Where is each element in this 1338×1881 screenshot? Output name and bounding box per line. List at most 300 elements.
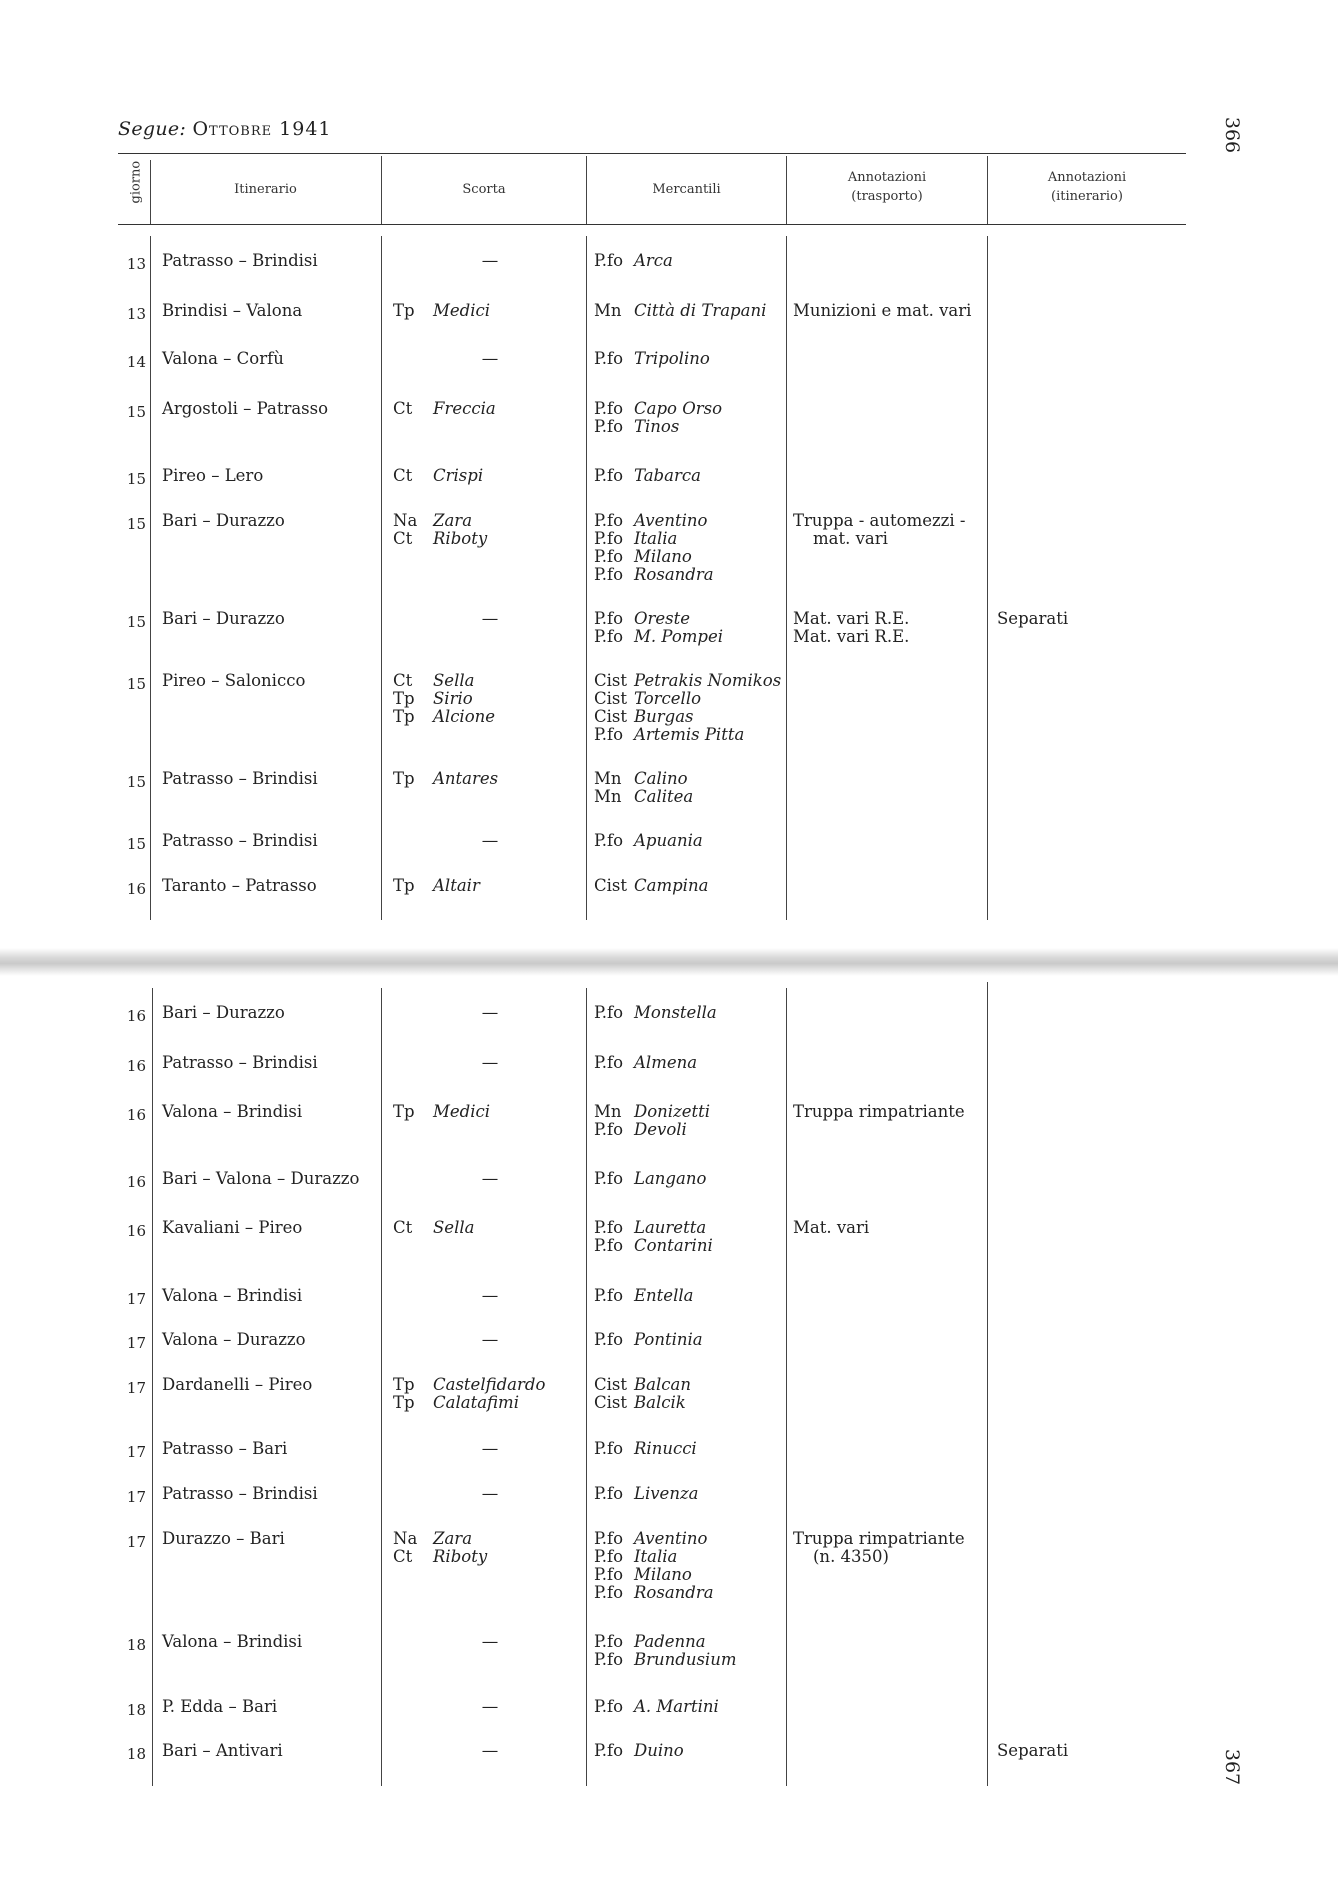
day-cell: 17 [126,1334,146,1352]
scorta-cell [393,1219,474,1237]
scorta-entry [393,1548,487,1566]
scorta-entry [393,770,498,788]
ship-name: Italia [634,1547,678,1566]
mercantile-entry [594,1004,717,1022]
ship-name: Tripolino [634,349,710,368]
ship-name: Crispi [433,466,484,485]
itinerario-cell: Taranto – Patrasso [162,876,317,895]
mercantile-entry [594,690,781,708]
ship-type: P.fo [594,609,624,628]
header-divider [150,160,151,224]
itinerario-cell: Kavaliani – Pireo [162,1218,303,1237]
column-divider [786,988,787,1786]
mercantile-entry [594,1394,691,1412]
ship-name: Riboty [433,529,488,548]
mercantili-cell [594,302,766,320]
ship-type: Ct [393,529,413,548]
day-cell: 14 [126,353,146,371]
ship-name: Milano [634,547,692,566]
itinerario-cell: Dardanelli – Pireo [162,1375,313,1394]
ship-name: Balcan [634,1375,691,1394]
day-cell: 17 [126,1379,146,1397]
scorta-entry [393,1530,487,1548]
annotazioni-itinerario-cell: Separati [997,1741,1069,1760]
ship-name: Almena [634,1053,698,1072]
ship-name: Apuania [634,831,703,850]
mercantili-cell [594,1742,684,1760]
ship-name: Oreste [634,609,691,628]
ship-name: Freccia [433,399,496,418]
ship-type: P.fo [594,1053,624,1072]
ship-type: Mn [594,1102,622,1121]
mercantili-cell [594,1633,736,1669]
day-cell: 16 [126,1222,146,1240]
scorta-cell [393,400,496,418]
ship-name: Padenna [634,1632,706,1651]
scorta-entry [393,302,490,320]
mercantile-entry [594,467,701,485]
ship-type: Ct [393,1547,413,1566]
itinerario-cell: Patrasso – Bari [162,1439,288,1458]
mercantile-entry [594,877,708,895]
ship-type: Cist [594,707,627,726]
mercantili-cell [594,832,703,850]
mercantili-cell [594,1530,714,1602]
scorta-cell [393,467,483,485]
mercantile-entry [594,610,723,628]
ship-name: Tinos [634,417,680,436]
ship-name: Riboty [433,1547,488,1566]
mercantile-entry [594,1170,706,1188]
mercantili-cell [594,1331,703,1349]
scorta-none-dash: — [481,1003,499,1022]
mercantile-entry [594,1287,693,1305]
mercantili-cell [594,1485,698,1503]
itinerario-cell: Valona – Corfù [162,349,284,368]
ship-name: Capo Orso [634,399,723,418]
itinerario-cell: Pireo – Salonicco [162,671,306,690]
ship-name: Pontinia [634,1330,703,1349]
scorta-cell [393,770,498,788]
ship-name: Calitea [634,787,694,806]
annotation-line: Truppa rimpatriante [793,1102,965,1121]
scorta-entry [393,1394,545,1412]
scorta-none-dash: — [481,349,499,368]
header-annotazioni-itinerario [988,168,1186,206]
ship-type: Tp [393,689,415,708]
scorta-cell [393,672,495,726]
header-bottom-rule [118,224,1186,225]
ship-type: Mn [594,769,622,788]
itinerario-cell: Bari – Antivari [162,1741,283,1760]
itinerario-cell: Patrasso – Brindisi [162,1484,318,1503]
mercantili-cell [594,1103,710,1139]
itinerario-cell: Valona – Brindisi [162,1102,303,1121]
mercantile-entry [594,1440,697,1458]
mercantili-cell [594,512,714,584]
scorta-entry [393,672,495,690]
day-cell: 15 [126,613,146,631]
ship-name: Alcione [433,707,496,726]
mercantile-entry [594,1237,713,1255]
mercantili-cell [594,672,781,744]
ship-type: P.fo [594,1547,624,1566]
scorta-entry [393,877,480,895]
day-cell: 13 [126,255,146,273]
ship-type: Cist [594,876,627,895]
mercantile-entry [594,1633,736,1651]
section-title-prefix: Segue: [118,118,187,140]
itinerario-cell: Argostoli – Patrasso [162,399,329,418]
ship-name: Sella [433,671,475,690]
ship-name: Rosandra [634,1583,714,1602]
mercantile-entry [594,566,714,584]
ship-name: Duino [634,1741,684,1760]
column-divider [381,988,382,1786]
ship-type: Ct [393,671,413,690]
day-cell: 16 [126,880,146,898]
mercantile-entry [594,302,766,320]
annotazioni-trasporto-cell [793,512,965,548]
header-ann-trasporto-line2: (trasporto) [851,189,923,204]
day-cell: 17 [126,1443,146,1461]
ship-type: Cist [594,1393,627,1412]
ship-type: Tp [393,1102,415,1121]
scorta-none-dash: — [481,1439,499,1458]
ship-name: Medici [433,301,491,320]
day-cell: 16 [126,1173,146,1191]
mercantile-entry [594,1485,698,1503]
ship-type: P.fo [594,627,624,646]
ship-name: Brundusium [634,1650,737,1669]
ship-type: P.fo [594,251,624,270]
ship-type: Mn [594,301,622,320]
itinerario-cell: Durazzo – Bari [162,1529,285,1548]
itinerario-cell: Patrasso – Brindisi [162,251,318,270]
ship-type: P.fo [594,1583,624,1602]
itinerario-cell: P. Edda – Bari [162,1697,278,1716]
column-divider [150,236,151,920]
mercantili-cell [594,400,722,436]
mercantile-entry [594,1698,719,1716]
ship-name: Antares [433,769,499,788]
mercantili-cell [594,1698,719,1716]
ship-name: Lauretta [634,1218,707,1237]
ship-type: P.fo [594,466,624,485]
mercantile-entry [594,1331,703,1349]
ship-name: Zara [433,1529,473,1548]
day-cell: 17 [126,1488,146,1506]
ship-type: P.fo [594,1003,624,1022]
scorta-none-dash: — [481,1632,499,1651]
ship-name: Devoli [634,1120,687,1139]
ship-name: Arca [634,251,673,270]
scorta-none-dash: — [481,831,499,850]
mercantile-entry [594,400,722,418]
ship-type: P.fo [594,417,624,436]
annotation-line: Truppa rimpatriante [793,1529,965,1548]
header-divider [381,156,382,224]
ship-name: Torcello [634,689,702,708]
ship-name: Zara [433,511,473,530]
column-divider [586,988,587,1786]
ship-type: P.fo [594,1120,624,1139]
annotation-line: Munizioni e mat. vari [793,301,972,320]
ship-type: Ct [393,399,413,418]
ship-type: P.fo [594,1529,624,1548]
itinerario-cell: Valona – Durazzo [162,1330,306,1349]
mercantili-cell [594,1219,713,1255]
scorta-none-dash: — [481,1330,499,1349]
scorta-entry [393,1103,490,1121]
mercantili-cell [594,1440,697,1458]
mercantile-entry [594,1103,710,1121]
itinerario-cell: Bari – Durazzo [162,511,285,530]
itinerario-cell: Patrasso – Brindisi [162,769,318,788]
ship-type: Cist [594,671,627,690]
mercantili-cell [594,350,710,368]
annotation-line: Mat. vari R.E. [793,627,910,646]
scorta-none-dash: — [481,1286,499,1305]
ship-type: P.fo [594,349,624,368]
mercantile-entry [594,628,723,646]
scorta-cell [393,1103,490,1121]
ship-name: Contarini [634,1236,713,1255]
ship-type: P.fo [594,1218,624,1237]
mercantile-entry [594,1054,697,1072]
ship-name: Livenza [634,1484,699,1503]
scorta-none-dash: — [481,1697,499,1716]
header-itinerario: Itinerario [234,182,297,197]
section-title-month: Ottobre 1941 [192,118,332,140]
annotazioni-trasporto-cell [793,1103,965,1121]
mercantile-entry [594,512,714,530]
day-cell: 17 [126,1533,146,1551]
ship-type: Tp [393,769,415,788]
header-giorno: giorno [128,160,144,204]
ship-name: Petrakis Nomikos [634,671,782,690]
mercantile-entry [594,1566,714,1584]
page-number-bottom: 367 [1221,1748,1244,1786]
ship-name: Medici [433,1102,491,1121]
scorta-cell [393,1376,545,1412]
annotazioni-trasporto-cell [793,1530,965,1566]
ship-type: Na [393,1529,418,1548]
day-cell: 18 [126,1636,146,1654]
mercantile-entry [594,1121,710,1139]
scan-fold-band [0,948,1338,976]
mercantile-entry [594,708,781,726]
column-divider [786,236,787,920]
scorta-entry [393,467,483,485]
header-top-rule [118,153,1186,154]
annotation-line: mat. vari [813,529,888,548]
day-cell: 16 [126,1057,146,1075]
mercantili-cell [594,1004,717,1022]
scorta-none-dash: — [481,609,499,628]
header-mercantili: Mercantili [652,182,721,197]
ship-type: P.fo [594,1697,624,1716]
itinerario-cell: Patrasso – Brindisi [162,1053,318,1072]
day-cell: 16 [126,1007,146,1025]
ship-name: Entella [634,1286,694,1305]
ship-type: P.fo [594,1650,624,1669]
day-cell: 16 [126,1106,146,1124]
scorta-cell [393,302,490,320]
mercantile-entry [594,1651,736,1669]
day-cell: 13 [126,305,146,323]
mercantili-cell [594,252,673,270]
ship-name: Artemis Pitta [634,725,745,744]
mercantili-cell [594,1376,691,1412]
itinerario-cell: Valona – Brindisi [162,1632,303,1651]
mercantile-entry [594,1584,714,1602]
ship-name: Castelfidardo [433,1375,546,1394]
itinerario-cell: Bari – Valona – Durazzo [162,1169,360,1188]
scorta-none-dash: — [481,1741,499,1760]
mercantile-entry [594,1548,714,1566]
mercantile-entry [594,418,722,436]
ship-type: Tp [393,1393,415,1412]
day-cell: 15 [126,403,146,421]
mercantile-entry [594,726,781,744]
itinerario-cell: Bari – Durazzo [162,609,285,628]
ship-type: Na [393,511,418,530]
ship-type: P.fo [594,1236,624,1255]
header-divider [987,156,988,224]
ship-type: P.fo [594,1169,624,1188]
header-divider [586,156,587,224]
mercantile-entry [594,252,673,270]
ship-type: P.fo [594,511,624,530]
scorta-none-dash: — [481,1484,499,1503]
ship-name: Italia [634,529,678,548]
day-cell: 17 [126,1290,146,1308]
mercantili-cell [594,610,723,646]
ship-type: P.fo [594,725,624,744]
day-cell: 15 [126,675,146,693]
ship-name: Monstella [634,1003,717,1022]
scorta-entry [393,1219,474,1237]
mercantili-cell [594,877,708,895]
mercantile-entry [594,1530,714,1548]
ship-type: Tp [393,301,415,320]
mercantile-entry [594,672,781,690]
scorta-none-dash: — [481,1053,499,1072]
ship-type: P.fo [594,1439,624,1458]
header-ann-itinerario-line2: (itinerario) [1051,189,1123,204]
day-cell: 18 [126,1745,146,1763]
mercantile-entry [594,832,703,850]
ship-name: Burgas [634,707,694,726]
ship-type: Cist [594,1375,627,1394]
ship-name: Langano [634,1169,707,1188]
ship-type: Tp [393,1375,415,1394]
scorta-entry [393,690,495,708]
column-divider [586,236,587,920]
ship-type: P.fo [594,1565,624,1584]
mercantile-entry [594,788,693,806]
mercantile-entry [594,1376,691,1394]
ship-name: Balcik [634,1393,686,1412]
itinerario-cell: Valona – Brindisi [162,1286,303,1305]
header-divider [786,156,787,224]
section-title [118,118,332,140]
scorta-none-dash: — [481,251,499,270]
day-cell: 15 [126,773,146,791]
ship-name: Campina [634,876,709,895]
column-divider [381,236,382,920]
mercantili-cell [594,1170,706,1188]
ship-name: Milano [634,1565,692,1584]
mercantile-entry [594,350,710,368]
ship-name: Rosandra [634,565,714,584]
ship-type: P.fo [594,399,624,418]
header-annotazioni-trasporto [787,168,987,206]
ship-type: P.fo [594,1330,624,1349]
ship-name: Altair [433,876,480,895]
column-divider [987,236,988,920]
annotation-line: Mat. vari [793,1218,870,1237]
header-scorta: Scorta [462,182,506,197]
ship-type: Ct [393,1218,413,1237]
scorta-entry [393,530,487,548]
column-divider [152,988,153,1786]
mercantile-entry [594,770,693,788]
ship-type: P.fo [594,1741,624,1760]
mercantili-cell [594,770,693,806]
ship-name: Rinucci [634,1439,697,1458]
scorta-entry [393,400,496,418]
annotazioni-trasporto-cell [793,1219,869,1237]
annotation-line: Truppa - automezzi - [793,511,966,530]
ship-name: Donizetti [634,1102,711,1121]
ship-type: Mn [594,787,622,806]
mercantili-cell [594,467,701,485]
ship-type: P.fo [594,831,624,850]
ship-type: Tp [393,707,415,726]
scorta-cell [393,877,480,895]
ship-name: M. Pompei [634,627,724,646]
scorta-cell [393,1530,487,1566]
day-cell: 15 [126,835,146,853]
mercantile-entry [594,1219,713,1237]
ship-type: P.fo [594,1632,624,1651]
mercantile-entry [594,1742,684,1760]
mercantile-entry [594,530,714,548]
ship-name: Città di Trapani [634,301,767,320]
mercantile-entry [594,548,714,566]
scorta-entry [393,708,495,726]
ship-type: Cist [594,689,627,708]
ship-name: Sirio [433,689,473,708]
scorta-entry [393,1376,545,1394]
page-number-top: 366 [1221,116,1244,154]
ship-name: Calatafimi [433,1393,519,1412]
scorta-cell [393,512,487,548]
itinerario-cell: Patrasso – Brindisi [162,831,318,850]
ship-type: P.fo [594,1286,624,1305]
ship-name: Tabarca [634,466,701,485]
annotazioni-trasporto-cell [793,302,971,320]
mercantili-cell [594,1287,693,1305]
annotazioni-trasporto-cell [793,610,909,646]
header-ann-trasporto-line1: Annotazioni [847,170,927,185]
ship-name: Aventino [634,511,708,530]
itinerario-cell: Brindisi – Valona [162,301,303,320]
ship-name: Calino [634,769,688,788]
ship-type: P.fo [594,547,624,566]
